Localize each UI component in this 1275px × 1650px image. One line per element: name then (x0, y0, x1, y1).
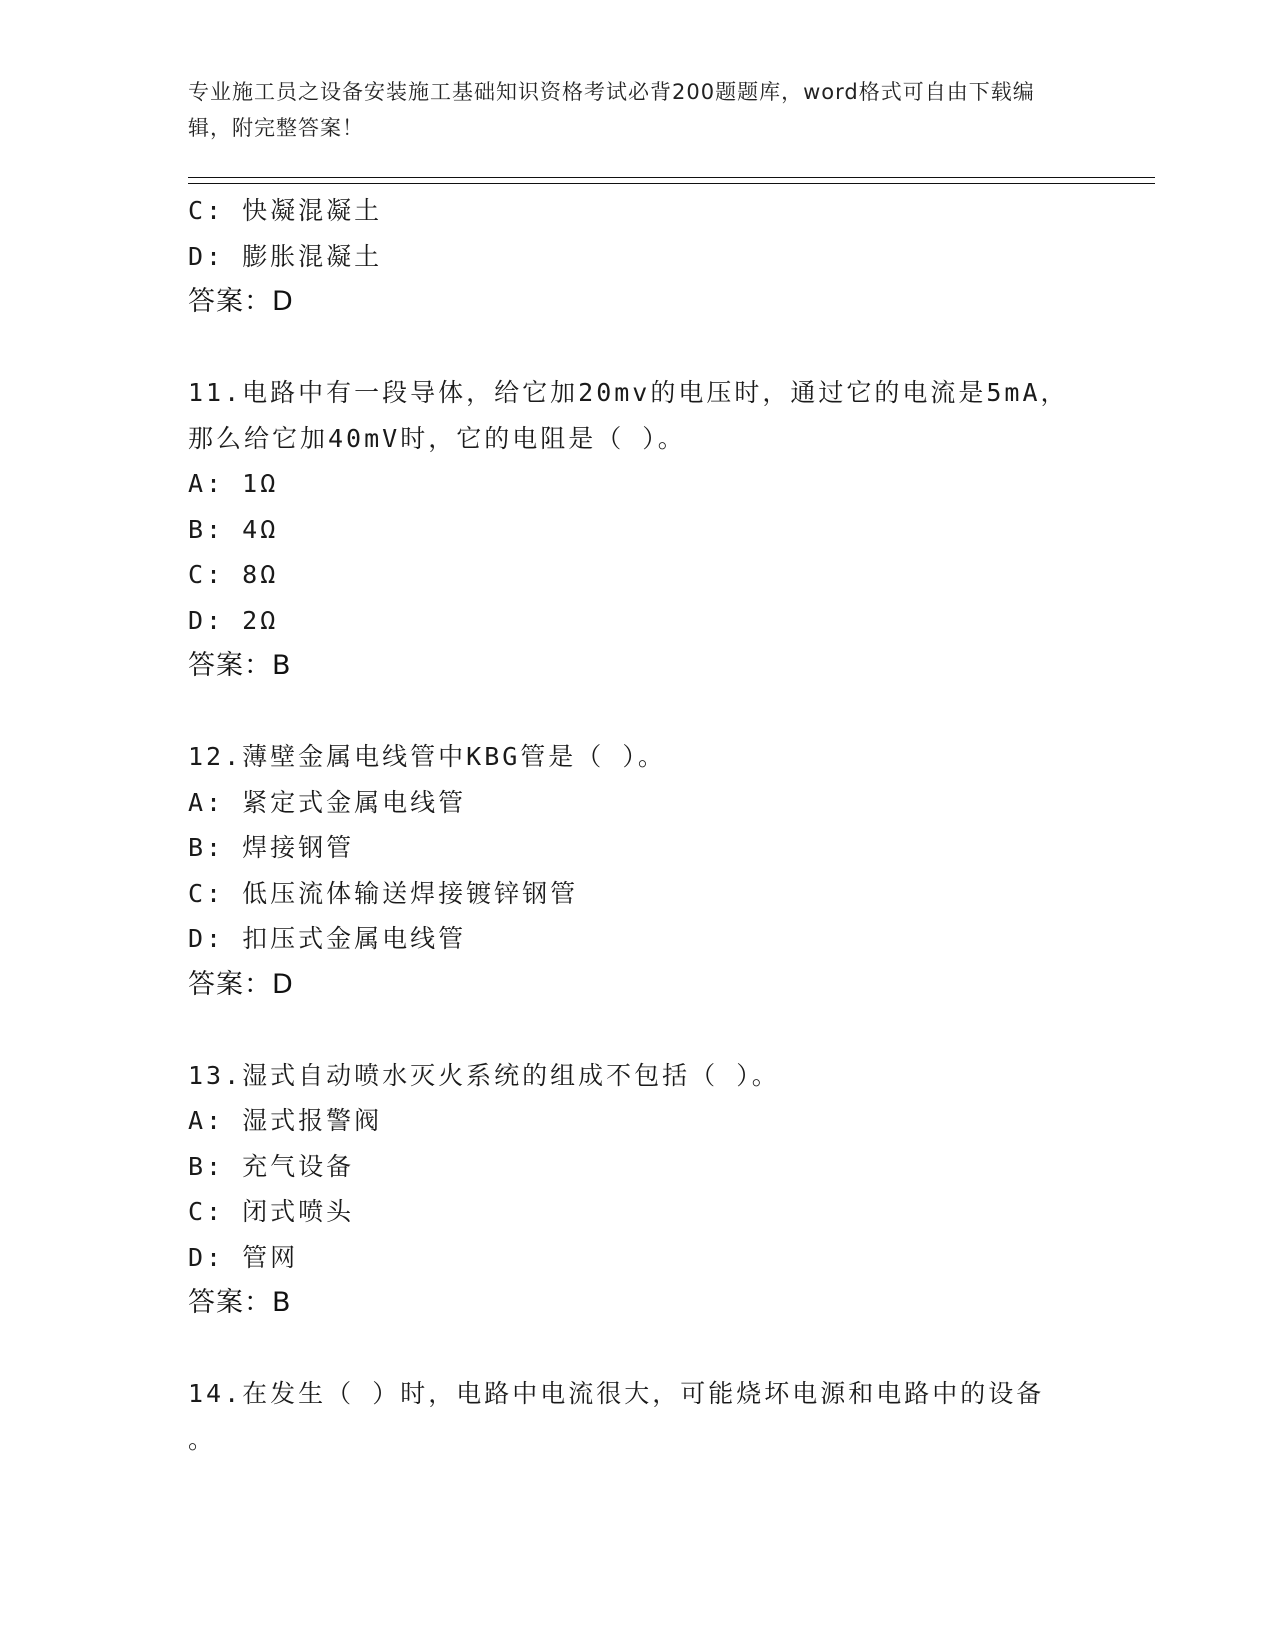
spacer (188, 325, 1088, 371)
option-c: C: 8Ω (188, 560, 279, 589)
option-d: D: 2Ω (188, 605, 279, 635)
question-10-tail (188, 188, 1088, 325)
option-c: C: 快凝混凝土 (188, 196, 383, 225)
question-stem: 12.薄壁金属电线管中KBG管是（ ）。 (188, 742, 666, 771)
option-c: C: 闭式喷头 (188, 1197, 355, 1226)
option-a: A: 紧定式金属电线管 (188, 787, 467, 817)
answer-line: 答案：B (188, 650, 292, 681)
header-title: 专业施工员之设备安装施工基础知识资格考试必背200题题库，word格式可自由下载编辑，附完整答案！ (188, 80, 1035, 140)
header-divider-top (188, 177, 1155, 178)
question-stem: 14.在发生（ ）时，电路中电流很大，可能烧坏电源和电路中的设备 (188, 1379, 1045, 1408)
header-divider-bottom (188, 183, 1155, 184)
question-stem: 13.湿式自动喷水灭火系统的组成不包括（ ）。 (188, 1060, 780, 1090)
document-body (188, 188, 1088, 1462)
spacer (188, 1007, 1088, 1053)
document-header (188, 74, 1068, 146)
option-d: D: 扣压式金属电线管 (188, 924, 467, 953)
question-11 (188, 370, 1088, 689)
spacer (188, 1326, 1088, 1372)
question-stem: 那么给它加40mV时，它的电阻是（ ）。 (188, 423, 686, 453)
option-b: B: 4Ω (188, 514, 279, 544)
answer-line: 答案：D (188, 286, 294, 317)
question-14 (188, 1371, 1088, 1462)
option-c: C: 低压流体输送焊接镀锌钢管 (188, 878, 579, 908)
option-d: D: 管网 (188, 1242, 299, 1272)
option-b: B: 焊接钢管 (188, 833, 355, 862)
spacer (188, 689, 1088, 735)
option-a: A: 1Ω (188, 469, 279, 498)
answer-line: 答案：D (188, 968, 294, 1000)
question-stem: 。 (188, 1424, 217, 1454)
question-stem: 11.电路中有一段导体，给它加20mv的电压时，通过它的电流是5mA， (188, 378, 1069, 407)
option-b: B: 充气设备 (188, 1151, 355, 1181)
option-a: A: 湿式报警阀 (188, 1106, 383, 1135)
option-d: D: 膨胀混凝土 (188, 241, 383, 271)
question-12 (188, 734, 1088, 1007)
question-13 (188, 1053, 1088, 1326)
answer-line: 答案：B (188, 1287, 292, 1318)
